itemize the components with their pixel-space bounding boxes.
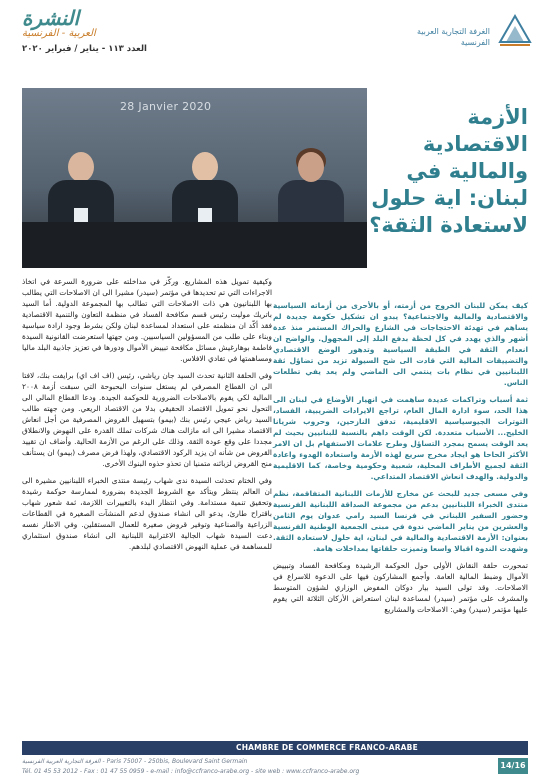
conference-photo — [22, 88, 367, 268]
magazine-brand: النشرة — [22, 6, 80, 30]
photo-date-stamp: 28 Janvier 2020 — [120, 100, 212, 113]
magazine-brand-sub: العربية - الفرنسية — [22, 28, 96, 39]
page-number: 14/16 — [498, 758, 528, 774]
article-paragraph: وكيفية تمويل هذه المشاريع. وركّز في مداخلته على ضرورة السرعة في اتخاذ الاجراءات التي تم تحديدها في مؤتمر (سيدر) مشيرا الى ان الاصلاحات التي يطالب بها اللبنانيون هي ذات الاصلاحات التي تطالب بها المجموعة الدولية. أما السيد باتريك موليت رئيس قسم مكافحة الفساد في منظمة التعاون والتنمية الاقتصادية فقد أكّد ان منظمته على استعداد لمساعدة لبنان ولكن بشرط وجود ارادة سياسية وبناء على طلب من المسؤولين السياسيين. ومن جهتها استعرضت القانونية السيدة فاطمة بوهارغيش مسائل مكافحة تبييض الأموال ودورها في تعزيز جاذبية البلد ماليا ومساهمتها في تفادي الافلاس. — [22, 277, 272, 363]
article-paragraph: وفي الختام تحدثت السيدة ندى شهاب رئيسة منتدى الخبراء اللبنانيين مشيرة الى ان العالم ينتظر ويتأكد مع الشروط الجديدة بضرورة لممارسة حوكمة رشيدة وتحقيق تنمية مستدامة. وفي انتظار البدء بالتغييرات اللازمة، ثمة شعور شهاب باقتراح طارئ، يدعو الى انشاء صندوق لدعم المنشآت الصغيرة في القطاعات الزراعية والصناعية وتوفير قروض صغيرة للعمال المستقلين. وفي الاطار نفسه دعت السيدة شهاب الجالية الاغترابية اللبنانية الى انشاء صندوق استثماري للمساهمة في عملية النهوض الاقتصادي لبلدهم. — [22, 476, 272, 551]
footer-contact: Tél. 01 45 53 2012 - Fax : 01 47 55 0959 - e-mail : info@ccfranco-arabe.org - site web : www.ccfranco-arabe.org — [22, 768, 360, 775]
page-header — [0, 0, 550, 62]
article-paragraph: وفي مسعى جديد للبحث عن مخارج للأزمات اللبنانية المتفاقمة، نظم منتدى الخبراء اللبنانيين بدعم من مجموعة الصداقة اللبنانية الفرنسية وحضور السفير اللبناني في فرنسا السيد رامي عدوان يوم الثامن والعشرين من يناير الماضي ندوة في مبنى الجمعية الوطنية الفرنسية بعنوان: الأزمة الاقتصادية والمالية في لبنان، اية حلول لاستعادة الثقة. وشهدت الندوة اقبالا واسعا وتميزت حلقاتها بمداخلات هامة. — [273, 489, 528, 553]
organization-logo — [394, 10, 534, 58]
footer-address: الغرفة التجارية العربية الفرنسية - Paris 75007 - 250bis, Boulevard Saint Germain — [22, 758, 248, 765]
article-title-text: الأزمة الاقتصادية والمالية في لبنان: اية حلول لاستعادة الثقة؟ — [369, 105, 528, 237]
article-paragraph: وفي الحلقة الثانية تحدث السيد جان رياشي، رئيس (اف اف اي) برايفت بنك، لافتا الى ان القطاع المصرفي لم يستغل سنوات البحبوحة التي سبقت أزمة ٢٠٠٨ المالية لكي يقوم بالاصلاحات الضرورية للحوكمة الجيدة. ودعا القطاع المالي الى التحول نحو تمويل الاقتصاد الحقيقي بدلا من الاقتصاد الريعي. ومن جهته طالب السيد رياض عيجي رئيس بنك (بيمو) بتسهيل القروض المصرفية من أجل انعاش الاقتصاد مشيرا الى انه مازالت هناك شركات تملك القدرة على النهوض والانطلاق مجددا على وقع عودة الثقة. وذلك على الرغم من الأزمة الحالية. وأضاف ان تقييد القروض من شأنه ان يزيد الركود الاقتصادي، ولهذا فرض مصرف (بيمو) ان يستأنف منح القروض لزبائنه متمنيا ان تحذو حذوه البنوك الأخرى. — [22, 371, 272, 468]
magazine-logo — [22, 8, 142, 40]
chamber-logo-icon — [496, 12, 534, 50]
footer-bar — [22, 741, 528, 755]
article-column-left — [22, 276, 272, 716]
conference-table — [22, 222, 367, 268]
issue-number: العدد ١١٣ - يناير / فبراير ٢٠٢٠ — [22, 44, 147, 54]
article-column-right — [273, 300, 528, 740]
article-title — [368, 104, 528, 239]
article-paragraph: ثمة أسباب وتراكمات عديدة ساهمت في انهيار الأوضاع في لبنان الى هذا الحد، سوء ادارة المال العام، تراجع الايرادات الضريبية، الفساد، التوترات الجيوسياسية الاقليمية، تدفق النازحين، وحروب شريانا الخليج... الأسباب متعددة. لكن الوقت داهم بالنسبة للبنانيين بحيث لم يعد الوقت يسمح بمجرد التساؤل وطرح علامات الاستفهام بل ان الامر الأكثر الحاحا هو ايجاد مخرج سريع لهذه الأزمة واستعادة الهدوء واعادة الثقة لجميع الأطراف المحلية، شعبية وحكومية وخاصة، كما الاقليمية والدولية. والهدف انعاش الاقتصاد المتداعي. — [273, 395, 528, 481]
article-paragraph: تمحورت حلقة النقاش الأولى حول الحوكمة الرشيدة ومكافحة الفساد وتبييض الأموال وضبط المالية العامة. وأجمع المشاركون فيها على الدعوة للاسراع في الاصلاحات. وقد تولى السيد بيار دوكان المفوض الوزاري لشؤون المتوسط والمشرف على مؤتمر (سيدر) لمساعدة لبنان استعراض الأركان الثلاثة التي يقوم عليها مؤتمر (سيدر) وهي: الاصلاحات والمشاريع — [273, 561, 528, 614]
article-lead: كيف يمكن للبنان الخروج من أزمته، أو بالأحرى من أزماته السياسية والاقتصادية والمالية والاجتماعية؟ يبدو ان تشكيل حكومة جديدة لم يساهم في تهدئة الاحتجاجات في الشارع والحراك المستمر منذ عدة أشهر والذي يهدد في كل لحظة بدفع البلد إلى المجهول. والواضح ان انعدام الثقة في الطبقة السياسية وتدهور الوضع الاقتصادي والتضييقات المالية التي قادت الى شح السيولة تزيد من تضاؤل ثقة اللبنانيين في نظام بات ينتمي الى الماضي ولم يعد يفي تطلعات الناس. — [273, 301, 528, 387]
footer-organization-name: CHAMBRE DE COMMERCE FRANCO-ARABE — [236, 743, 418, 752]
organization-name: الغرفة التجارية العربية الفرنسية — [416, 27, 490, 47]
